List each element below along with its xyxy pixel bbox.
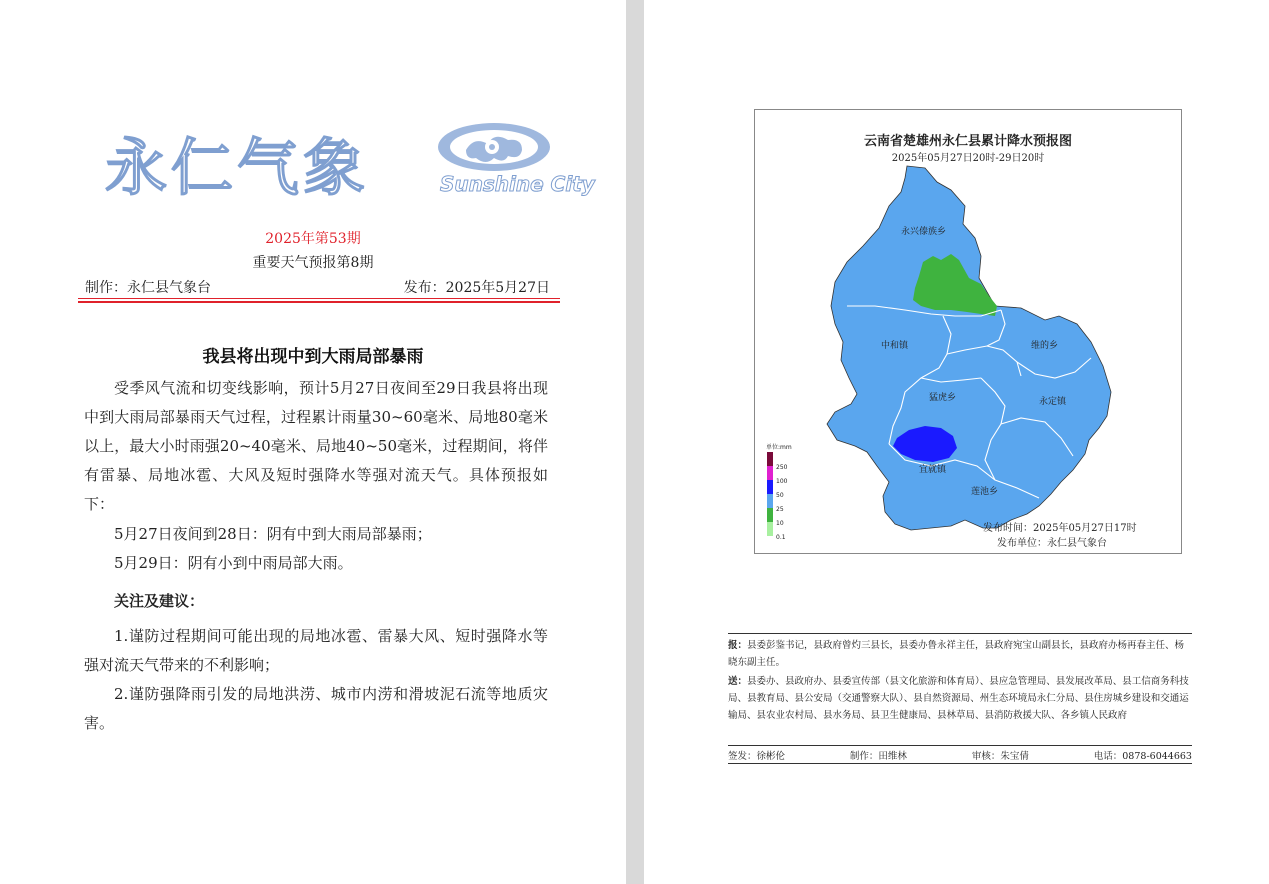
legend-label: 250 [776, 464, 788, 471]
map-subtitle: 2025年05月27日20时-29日20时 [891, 153, 1045, 164]
advice-1: 1.谨防过程期间可能出现的局地冰雹、雷暴大风、短时强降水等强对流天气带来的不利影响； [84, 627, 548, 674]
map-drawing [755, 110, 1181, 553]
report-text: 县委彭鉴书记，县政府曾灼三县长，县委办鲁永祥主任，县政府宛宝山副县长，县政府办杨再春主任、杨晓东副主任。 [728, 640, 1185, 668]
legend-swatch [767, 508, 773, 522]
legend-unit: 单位:mm [766, 444, 792, 451]
signoff-row [728, 748, 1192, 762]
red-rule-thin [78, 298, 560, 299]
sub-issue: 重要天气预报第8期 [252, 255, 374, 271]
paragraph-day1: 5月27日夜间到28日：阴有中到大雨局部暴雨； [114, 525, 432, 543]
region-label: 永兴傣族乡 [901, 227, 947, 237]
release-date: 发布：2025年5月27日 [403, 280, 550, 296]
phone: 电话：0878-6044663 [1093, 751, 1192, 762]
meta-row [85, 277, 550, 297]
maker: 制作：田维林 [849, 751, 907, 762]
send-text: 县委办、县政府办、县委宣传部（县文化旅游和体育局）、县应急管理局、县发展改革局、县工信商务科技局、县教育局、县公安局（交通警察大队）、县自然资源局、州生态环境局永仁分局、县住房城乡建设和交通运输局、县农业农村局、县水务局、县卫生健康局、县林草局、县消防救援大队、各乡镇人民政府 [728, 676, 1189, 721]
legend-label: 50 [776, 492, 784, 499]
paragraph-main: 受季风气流和切变线影响，预计5月27日夜间至29日我县将出现中到大雨局部暴雨天气过程，过程累计雨量30~60毫米、局地80毫米以上，最大小时雨强20~40毫米、局地40~50毫米，过程期间，将伴有雷暴、局地冰雹、大风及短时强降水等强对流天气。具体预报如下： [84, 379, 548, 513]
legend-label: 100 [776, 478, 788, 485]
region-label: 莲池乡 [971, 487, 999, 497]
legend-swatch [767, 452, 773, 466]
page-right [644, 0, 1269, 884]
divider-end [728, 763, 1192, 764]
region-label: 宜就镇 [919, 465, 947, 475]
issue-number: 2025年第53期 [265, 231, 361, 247]
report-label: 报： [728, 640, 748, 651]
region-label: 中和镇 [881, 341, 909, 351]
publish-time: 发布时间：2025年05月27日17时 [983, 523, 1137, 534]
county-area [827, 166, 1111, 530]
legend-swatch [767, 480, 773, 494]
legend-swatch [767, 522, 773, 536]
legend-label: 25 [776, 506, 784, 513]
legend-swatch [767, 466, 773, 480]
signer: 签发：徐彬伦 [728, 751, 786, 762]
send-block [728, 673, 1192, 724]
advice-label: 关注及建议： [114, 592, 205, 610]
send-label: 送： [728, 676, 748, 687]
maker-label: 制作：永仁县气象台 [85, 280, 211, 296]
page-left [0, 0, 626, 884]
reviewer: 审核：朱宝倩 [971, 751, 1029, 762]
legend-label: 10 [776, 520, 784, 527]
precip-map [754, 109, 1182, 554]
map-title: 云南省楚雄州永仁县累计降水预报图 [863, 134, 1072, 149]
logo-subtitle: Sunshine City [440, 172, 595, 196]
divider-top [728, 633, 1192, 634]
report-block [728, 637, 1192, 671]
region-label: 猛虎乡 [929, 393, 957, 403]
zone-10mm [913, 254, 997, 316]
headline: 我县将出现中到大雨局部暴雨 [202, 347, 424, 367]
publish-unit: 发布单位：永仁县气象台 [997, 538, 1107, 549]
red-rule-thick [78, 301, 560, 303]
divider-bottom [728, 745, 1192, 746]
region-label: 维的乡 [1031, 341, 1059, 351]
paragraph-day2: 5月29日：阴有小到中雨局部大雨。 [114, 554, 353, 572]
legend-swatch [767, 494, 773, 508]
logo-title: 永仁气象 [105, 131, 370, 204]
advice-2: 2.谨防强降雨引发的局地洪涝、城市内涝和滑坡泥石流等地质灾害。 [84, 685, 548, 732]
legend-label: 0.1 [776, 534, 786, 541]
region-label: 永定镇 [1039, 397, 1067, 407]
